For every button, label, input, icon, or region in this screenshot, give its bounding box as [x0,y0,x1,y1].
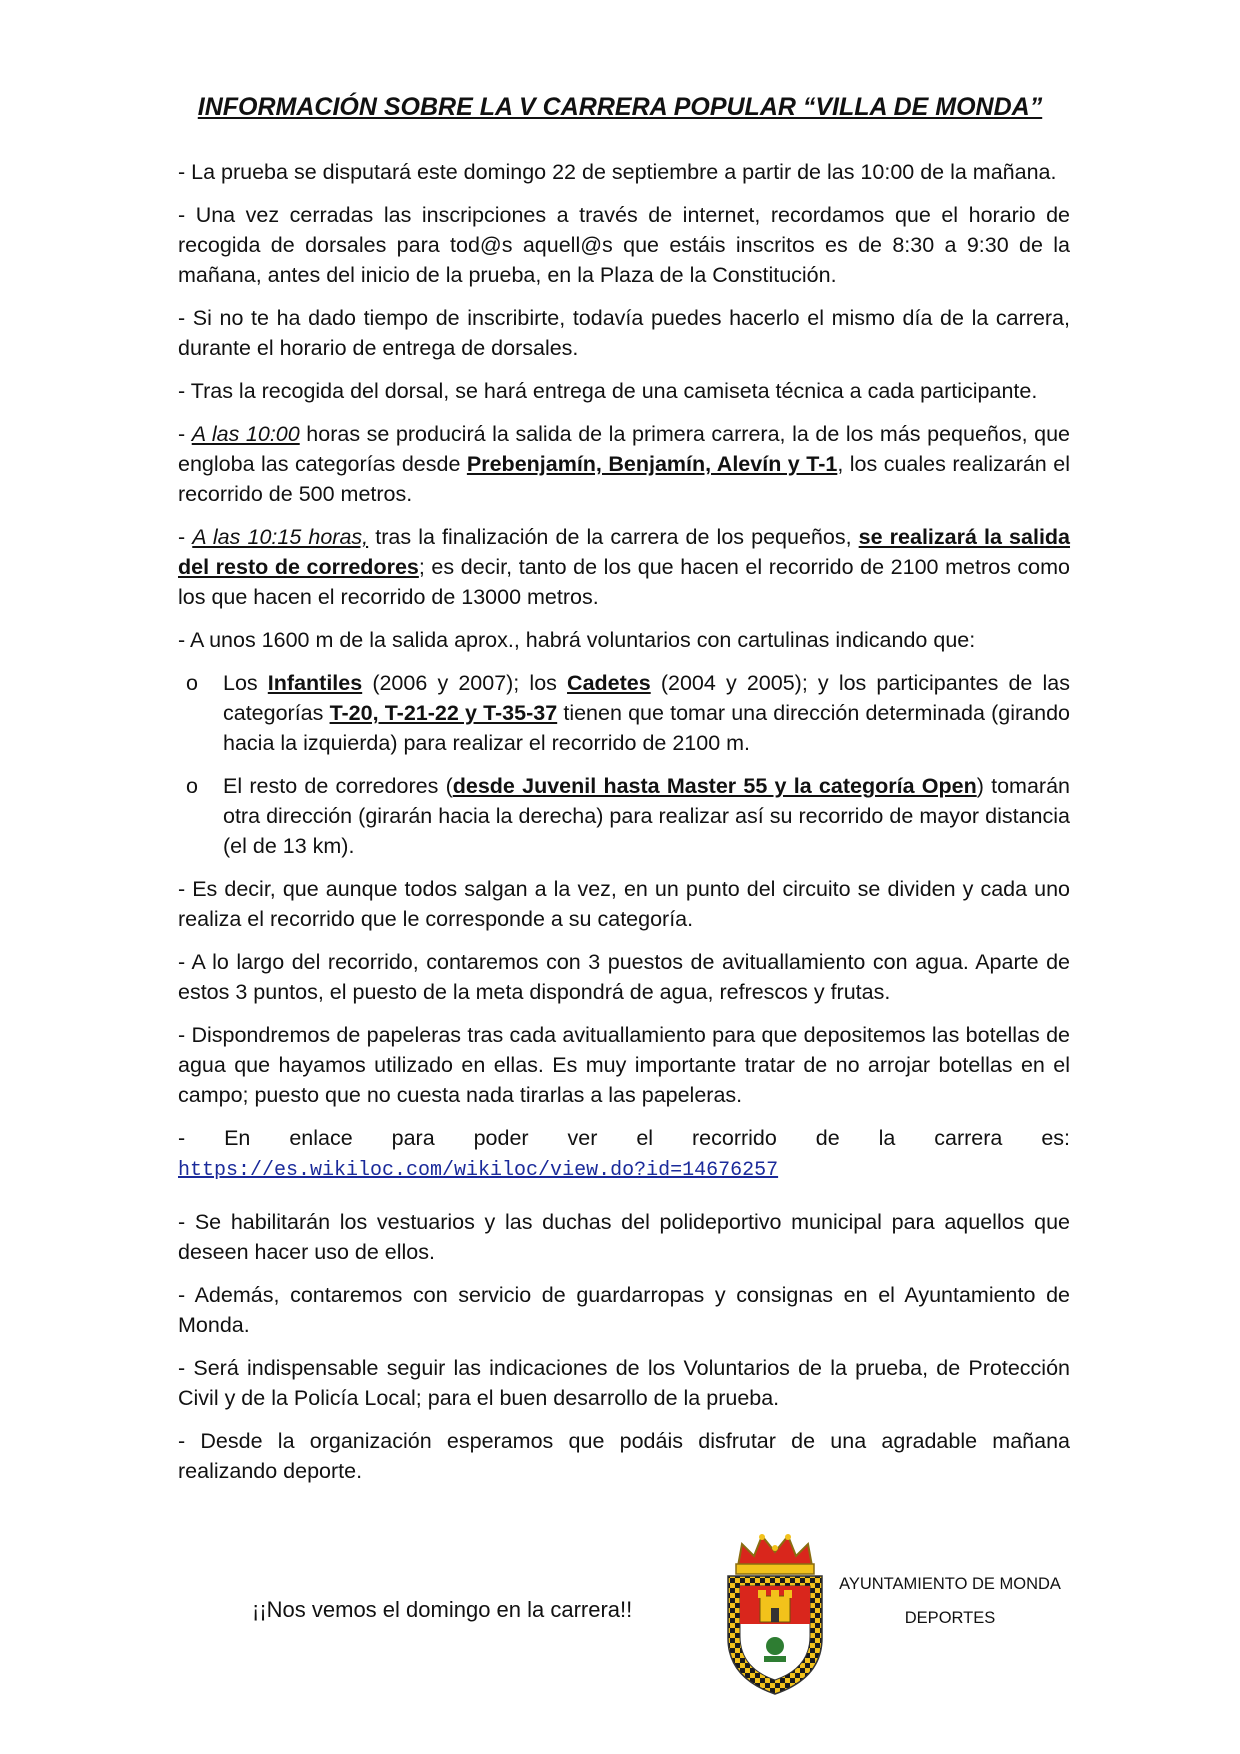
kids-categories: Prebenjamín, Benjamín, Alevín y T-1 [466,452,838,476]
farewell-text: ¡¡Nos vemos el domingo en la carrera!! [252,1597,633,1622]
coat-of-arms-icon [720,1528,830,1698]
paragraph-bib-pickup: - Una vez cerradas las inscripciones a través de internet, recordamos que el horario de recogida de dorsales para tod@s aquell@s que estáis inscritos es de 8:30 a 9:30 de la mañana, antes del inicio de la prueba, en la Plaza de la Constitución. [178,203,1070,287]
paragraph-date: - La prueba se disputará este domingo 22 de septiembre a partir de las 10:00 de la mañana. [178,160,1057,184]
paragraph-split: - Es decir, que aunque todos salgan a la vez, en un punto del circuito se dividen y cada uno realiza el recorrido que le corresponde a su categoría. [178,877,1070,931]
paragraph-first-race: - A las 10:00 horas se producirá la salida de la primera carrera, la de los más pequeños, que engloba las categorías desde Prebenjamín, Benjamín, Alevín y T-1, los cuales realizarán el recorrido de 500 metros. [178,422,1070,506]
organization-block [828,1567,1072,1635]
paragraph-showers: - Se habilitarán los vestuarios y las duchas del polideportivo municipal para aquellos que deseen hacer uso de ellos. [178,1210,1070,1264]
time-1000: A las 10:00 [191,422,300,446]
paragraph-cloakroom: - Además, contaremos con servicio de guardarropas y consignas en el Ayuntamiento de Monda. [178,1283,1070,1337]
paragraph-instructions: - Será indispensable seguir las indicaciones de los Voluntarios de la prueba, de Protección Civil y de la Policía Local; para el buen desarrollo de la prueba. [178,1356,1070,1410]
paragraph-second-race: - A las 10:15 horas, tras la finalización de la carrera de los pequeños, se realizará la salida del resto de corredores; es decir, tanto de los que hacen el recorrido de 2100 metros como los que hacen el recorrido de 13000 metros. [178,525,1071,609]
paragraph-late-registration: - Si no te ha dado tiempo de inscribirte, todavía puedes hacerlo el mismo día de la carrera, durante el horario de entrega de dorsales. [178,306,1070,360]
bullet-list [178,668,1070,861]
paragraph-tshirt: - Tras la recogida del dorsal, se hará entrega de una camiseta técnica a cada participante. [178,379,1038,403]
document-body [178,157,1070,1499]
route-link[interactable]: https://es.wikiloc.com/wikiloc/view.do?id=14676257 [178,1159,779,1182]
paragraph-volunteers: - A unos 1600 m de la salida aprox., habrá voluntarios con cartulinas indicando que: [178,628,976,652]
paragraph-route-link: - En enlace para poder ver el recorrido de la carrera es: https://es.wikiloc.com/wikiloc/view.do?id=14676257 [178,1126,1070,1182]
paragraph-closing: - Desde la organización esperamos que podáis disfrutar de una agradable mañana realizando deporte. [178,1429,1070,1483]
page-title: INFORMACIÓN SOBRE LA V CARRERA POPULAR “VILLA DE MONDA” [197,93,1043,121]
list-item: o El resto de corredores (desde Juvenil hasta Master 55 y la categoría Open) tomarán otra dirección (girarán hacia la derecha) para realizar así su recorrido de mayor distancia (el de 13 km). [178,771,1070,861]
bullet-marker: o [186,774,198,798]
bullet-marker: o [186,671,198,695]
organization-name: AYUNTAMIENTO DE MONDA [839,1575,1061,1593]
list-item: o Los Infantiles (2006 y 2007); los Cadetes (2004 y 2005); y los participantes de las categorías T-20, T-21-22 y T-35-37 tienen que tomar una dirección determinada (girando hacia la izquierda) para realizar el recorrido de 2100 m. [178,668,1070,758]
paragraph-water-stations: - A lo largo del recorrido, contaremos con 3 puestos de avituallamiento con agua. Aparte de estos 3 puntos, el puesto de la meta dispondrá de agua, refrescos y frutas. [178,950,1070,1004]
time-1015: A las 10:15 horas, [192,525,369,549]
paragraph-bins: - Dispondremos de papeleras tras cada avituallamiento para que depositemos las botellas de agua que hayamos utilizado en ellas. Es muy importante tratar de no arrojar botellas en el campo; puesto que no cuesta nada tirarlas a las papeleras. [178,1023,1070,1107]
main-start-note: se realizará la salida del resto de corredores [178,525,1071,579]
department-name: DEPORTES [904,1609,996,1627]
